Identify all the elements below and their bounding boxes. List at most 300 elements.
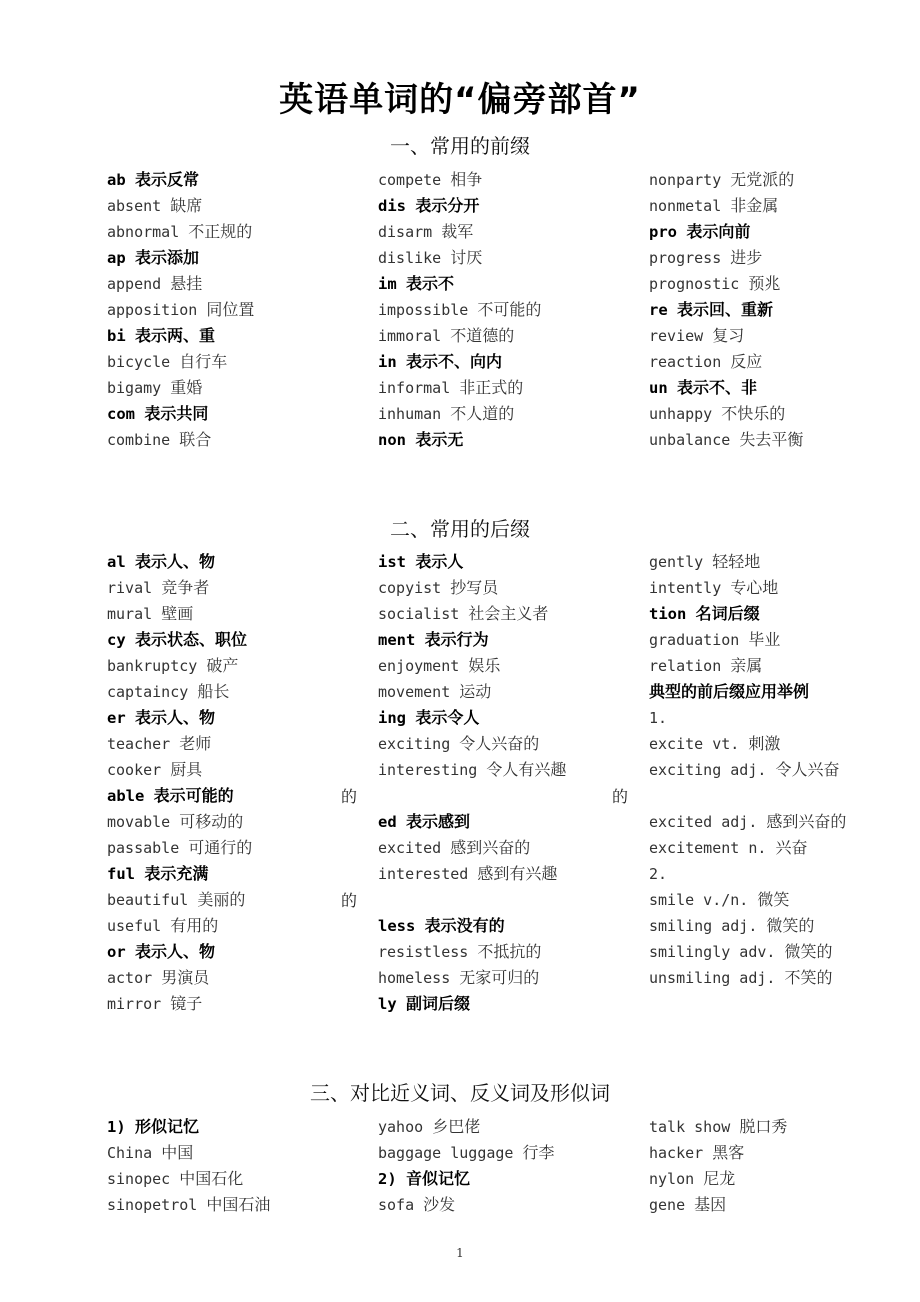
word-entry xyxy=(649,1192,919,1218)
chinese-meaning: 表示共同 xyxy=(144,404,209,423)
english-word: absent xyxy=(107,197,162,215)
english-word: ment xyxy=(378,631,416,649)
affix-heading xyxy=(649,601,919,627)
word-entry xyxy=(649,1166,919,1192)
affix-heading xyxy=(649,679,919,705)
english-word: useful xyxy=(107,917,162,935)
english-word: ed xyxy=(378,813,397,831)
english-word: unhappy xyxy=(649,405,713,423)
english-word: inhuman xyxy=(378,405,442,423)
english-word: nonmetal xyxy=(649,197,722,215)
word-entry xyxy=(378,653,648,679)
chinese-meaning: 表示可能的 xyxy=(153,786,234,805)
chinese-meaning: 乡巴佬 xyxy=(432,1117,481,1136)
affix-heading xyxy=(107,245,377,271)
chinese-meaning: 典型的前后缀应用举例 xyxy=(649,682,810,701)
wrapped-char: 的 xyxy=(612,787,629,806)
english-word: un xyxy=(649,379,668,397)
chinese-meaning: 壁画 xyxy=(161,604,194,623)
english-word: beautiful xyxy=(107,891,189,909)
spacer xyxy=(649,783,919,809)
english-word: China xyxy=(107,1144,153,1162)
affix-heading xyxy=(378,427,648,453)
word-entry xyxy=(107,1140,377,1166)
english-word: enjoyment xyxy=(378,657,460,675)
word-entry xyxy=(107,1166,377,1192)
chinese-meaning: 微笑的 xyxy=(766,916,815,935)
word-entry xyxy=(649,653,919,679)
word-entry xyxy=(378,1140,648,1166)
affix-heading xyxy=(378,991,648,1017)
english-word: movement xyxy=(378,683,451,701)
english-word: gently xyxy=(649,553,704,571)
english-word: review xyxy=(649,327,704,345)
section-comparison-col-1 xyxy=(107,1114,377,1218)
chinese-meaning: 轻轻地 xyxy=(712,552,761,571)
english-word: ly xyxy=(378,995,397,1013)
affix-heading xyxy=(378,913,648,939)
section-suffixes-col-1 xyxy=(107,549,377,1017)
affix-heading xyxy=(378,627,648,653)
affix-heading xyxy=(107,167,377,193)
chinese-meaning: 厨具 xyxy=(170,760,203,779)
english-word: exciting adj. xyxy=(649,761,767,779)
word-entry xyxy=(107,297,377,323)
word-entry xyxy=(649,705,919,731)
word-entry xyxy=(107,913,377,939)
english-word: immoral xyxy=(378,327,442,345)
english-word: cooker xyxy=(107,761,162,779)
chinese-meaning: 复习 xyxy=(712,326,745,345)
spacer xyxy=(378,887,648,913)
english-word: graduation xyxy=(649,631,740,649)
english-word: abnormal xyxy=(107,223,180,241)
english-word: dislike xyxy=(378,249,442,267)
chinese-meaning: 联合 xyxy=(179,430,212,449)
wrapped-char: 的 xyxy=(341,891,358,910)
word-entry xyxy=(107,271,377,297)
english-word: nonparty xyxy=(649,171,722,189)
english-word: able xyxy=(107,787,145,805)
affix-heading xyxy=(649,297,919,323)
english-word: re xyxy=(649,301,668,319)
affix-heading xyxy=(649,219,919,245)
chinese-meaning: 沙发 xyxy=(423,1195,456,1214)
section-suffixes-col-2 xyxy=(378,549,648,1017)
english-word: ful xyxy=(107,865,135,883)
chinese-meaning: 缺席 xyxy=(170,196,203,215)
english-word: sinopec xyxy=(107,1170,171,1188)
english-word: 1) xyxy=(107,1118,126,1136)
word-entry xyxy=(378,757,648,783)
chinese-meaning: 讨厌 xyxy=(450,248,483,267)
word-entry xyxy=(378,375,648,401)
english-word: excited xyxy=(378,839,442,857)
word-entry xyxy=(649,167,919,193)
chinese-meaning: 表示充满 xyxy=(144,864,209,883)
english-word: gene xyxy=(649,1196,686,1214)
chinese-meaning: 表示反常 xyxy=(135,170,200,189)
chinese-meaning: 非正式的 xyxy=(459,378,524,397)
chinese-meaning: 老师 xyxy=(179,734,212,753)
chinese-meaning: 自行车 xyxy=(179,352,228,371)
word-entry xyxy=(649,401,919,427)
chinese-meaning: 令人有兴趣 xyxy=(486,760,567,779)
wrapped-char: 的 xyxy=(341,787,358,806)
english-word: combine xyxy=(107,431,171,449)
english-word: apposition xyxy=(107,301,198,319)
english-word: less xyxy=(378,917,416,935)
english-word: sinopetrol xyxy=(107,1196,198,1214)
word-entry xyxy=(649,861,919,887)
chinese-meaning: 不快乐的 xyxy=(721,404,786,423)
word-entry xyxy=(649,323,919,349)
english-word: talk show xyxy=(649,1118,731,1136)
chinese-meaning: 表示没有的 xyxy=(424,916,505,935)
word-entry xyxy=(107,219,377,245)
word-entry xyxy=(378,1192,648,1218)
word-entry xyxy=(107,575,377,601)
affix-heading xyxy=(378,705,648,731)
english-word: sofa xyxy=(378,1196,415,1214)
affix-heading xyxy=(107,627,377,653)
chinese-meaning: 中国 xyxy=(161,1143,194,1162)
english-word: teacher xyxy=(107,735,171,753)
english-word: informal xyxy=(378,379,451,397)
section-suffixes-heading: 二、常用的后缀 xyxy=(390,517,530,541)
chinese-meaning: 预兆 xyxy=(748,274,781,293)
section-comparison-col-2 xyxy=(378,1114,648,1218)
chinese-meaning: 有用的 xyxy=(170,916,219,935)
word-entry xyxy=(378,965,648,991)
english-word: excitement n. xyxy=(649,839,767,857)
english-word: 1. xyxy=(649,709,668,727)
chinese-meaning: 不道德的 xyxy=(450,326,515,345)
chinese-meaning: 表示人、物 xyxy=(135,708,216,727)
chinese-meaning: 脱口秀 xyxy=(739,1117,788,1136)
chinese-meaning: 不抵抗的 xyxy=(477,942,542,961)
english-word: cy xyxy=(107,631,126,649)
chinese-meaning: 镜子 xyxy=(170,994,203,1013)
english-word: in xyxy=(378,353,397,371)
affix-heading xyxy=(107,861,377,887)
word-entry xyxy=(107,427,377,453)
english-word: dis xyxy=(378,197,406,215)
word-entry xyxy=(107,193,377,219)
word-entry xyxy=(649,575,919,601)
chinese-meaning: 进步 xyxy=(730,248,763,267)
word-entry xyxy=(649,757,919,783)
chinese-meaning: 表示人 xyxy=(415,552,464,571)
word-entry xyxy=(378,401,648,427)
word-entry xyxy=(378,1114,648,1140)
word-entry xyxy=(378,245,648,271)
chinese-meaning: 表示令人 xyxy=(415,708,480,727)
affix-heading xyxy=(649,375,919,401)
section-prefixes-heading: 一、常用的前缀 xyxy=(390,134,530,158)
english-word: intently xyxy=(649,579,722,597)
english-word: smiling adj. xyxy=(649,917,758,935)
section-prefixes-col-2 xyxy=(378,167,648,453)
chinese-meaning: 微笑的 xyxy=(784,942,833,961)
chinese-meaning: 可移动的 xyxy=(179,812,244,831)
chinese-meaning: 感到兴奋的 xyxy=(450,838,531,857)
word-entry xyxy=(378,731,648,757)
english-word: smilingly adv. xyxy=(649,943,776,961)
chinese-meaning: 音似记忆 xyxy=(406,1169,471,1188)
chinese-meaning: 无党派的 xyxy=(730,170,795,189)
english-word: compete xyxy=(378,171,442,189)
english-word: im xyxy=(378,275,397,293)
section-prefixes-col-1 xyxy=(107,167,377,453)
english-word: baggage luggage xyxy=(378,1144,514,1162)
english-word: or xyxy=(107,943,126,961)
english-word: relation xyxy=(649,657,722,675)
section-comparison-col-3 xyxy=(649,1114,919,1218)
word-entry xyxy=(378,835,648,861)
word-entry xyxy=(649,549,919,575)
word-entry xyxy=(107,1192,377,1218)
chinese-meaning: 不笑的 xyxy=(784,968,833,987)
chinese-meaning: 相争 xyxy=(450,170,483,189)
word-entry xyxy=(649,939,919,965)
english-word: excite vt. xyxy=(649,735,740,753)
english-word: 2. xyxy=(649,865,668,883)
chinese-meaning: 中国石油 xyxy=(206,1195,271,1214)
chinese-meaning: 表示回、重新 xyxy=(677,300,774,319)
word-entry xyxy=(649,245,919,271)
word-entry xyxy=(378,219,648,245)
english-word: exciting xyxy=(378,735,451,753)
word-entry xyxy=(107,809,377,835)
english-word: unbalance xyxy=(649,431,731,449)
affix-heading xyxy=(107,783,377,809)
chinese-meaning: 表示不 xyxy=(406,274,455,293)
chinese-meaning: 表示人、物 xyxy=(135,942,216,961)
english-word: ist xyxy=(378,553,406,571)
chinese-meaning: 中国石化 xyxy=(179,1169,244,1188)
section-suffixes-col-3 xyxy=(649,549,919,991)
word-entry xyxy=(649,427,919,453)
chinese-meaning: 船长 xyxy=(197,682,230,701)
chinese-meaning: 不人道的 xyxy=(450,404,515,423)
chinese-meaning: 无家可归的 xyxy=(459,968,540,987)
word-entry xyxy=(107,731,377,757)
word-entry xyxy=(649,887,919,913)
word-entry xyxy=(649,965,919,991)
word-entry xyxy=(649,1114,919,1140)
spacer xyxy=(378,783,648,809)
chinese-meaning: 表示向前 xyxy=(686,222,751,241)
english-word: prognostic xyxy=(649,275,740,293)
english-word: bi xyxy=(107,327,126,345)
english-word: interesting xyxy=(378,761,478,779)
chinese-meaning: 亲属 xyxy=(730,656,763,675)
chinese-meaning: 裁军 xyxy=(441,222,474,241)
english-word: disarm xyxy=(378,223,433,241)
word-entry xyxy=(107,349,377,375)
word-entry xyxy=(378,575,648,601)
english-word: reaction xyxy=(649,353,722,371)
word-entry xyxy=(649,835,919,861)
affix-heading xyxy=(107,705,377,731)
chinese-meaning: 表示行为 xyxy=(424,630,489,649)
english-word: non xyxy=(378,431,406,449)
chinese-meaning: 表示感到 xyxy=(406,812,471,831)
chinese-meaning: 刺激 xyxy=(748,734,781,753)
chinese-meaning: 微笑 xyxy=(757,890,790,909)
chinese-meaning: 黑客 xyxy=(712,1143,745,1162)
chinese-meaning: 运动 xyxy=(459,682,492,701)
chinese-meaning: 社会主义者 xyxy=(468,604,549,623)
chinese-meaning: 兴奋 xyxy=(775,838,808,857)
english-word: bankruptcy xyxy=(107,657,198,675)
word-entry xyxy=(649,731,919,757)
english-word: passable xyxy=(107,839,180,857)
word-entry xyxy=(378,601,648,627)
english-word: bicycle xyxy=(107,353,171,371)
english-word: socialist xyxy=(378,605,460,623)
chinese-meaning: 男演员 xyxy=(161,968,210,987)
chinese-meaning: 竞争者 xyxy=(161,578,210,597)
word-entry xyxy=(378,679,648,705)
english-word: 2) xyxy=(378,1170,397,1188)
english-word: ab xyxy=(107,171,126,189)
chinese-meaning: 同位置 xyxy=(206,300,255,319)
chinese-meaning: 感到有兴趣 xyxy=(477,864,558,883)
english-word: tion xyxy=(649,605,687,623)
chinese-meaning: 令人兴奋的 xyxy=(459,734,540,753)
chinese-meaning: 副词后缀 xyxy=(406,994,471,1013)
word-entry xyxy=(107,653,377,679)
chinese-meaning: 不可能的 xyxy=(477,300,542,319)
english-word: smile v./n. xyxy=(649,891,749,909)
chinese-meaning: 反应 xyxy=(730,352,763,371)
affix-heading xyxy=(107,1114,377,1140)
chinese-meaning: 破产 xyxy=(206,656,239,675)
word-entry xyxy=(107,991,377,1017)
chinese-meaning: 抄写员 xyxy=(450,578,499,597)
english-word: homeless xyxy=(378,969,451,987)
english-word: copyist xyxy=(378,579,442,597)
chinese-meaning: 不正规的 xyxy=(188,222,253,241)
english-word: resistless xyxy=(378,943,469,961)
word-entry xyxy=(649,1140,919,1166)
chinese-meaning: 行李 xyxy=(522,1143,555,1162)
affix-heading xyxy=(378,809,648,835)
english-word: interested xyxy=(378,865,469,883)
english-word: hacker xyxy=(649,1144,704,1162)
affix-heading xyxy=(107,401,377,427)
chinese-meaning: 表示不、向内 xyxy=(406,352,503,371)
chinese-meaning: 专心地 xyxy=(730,578,779,597)
word-entry xyxy=(378,297,648,323)
chinese-meaning: 感到兴奋的 xyxy=(766,812,847,831)
word-entry xyxy=(378,939,648,965)
english-word: nylon xyxy=(649,1170,695,1188)
chinese-meaning: 表示分开 xyxy=(415,196,480,215)
chinese-meaning: 基因 xyxy=(694,1195,727,1214)
chinese-meaning: 表示人、物 xyxy=(135,552,216,571)
affix-heading xyxy=(107,549,377,575)
chinese-meaning: 非金属 xyxy=(730,196,779,215)
word-entry xyxy=(649,627,919,653)
english-word: mirror xyxy=(107,995,162,1013)
english-word: actor xyxy=(107,969,153,987)
english-word: com xyxy=(107,405,135,423)
section-prefixes-col-3 xyxy=(649,167,919,453)
english-word: captaincy xyxy=(107,683,189,701)
word-entry xyxy=(107,887,377,913)
word-entry xyxy=(649,913,919,939)
chinese-meaning: 形似记忆 xyxy=(135,1117,200,1136)
word-entry xyxy=(107,601,377,627)
english-word: ing xyxy=(378,709,406,727)
chinese-meaning: 可通行的 xyxy=(188,838,253,857)
chinese-meaning: 毕业 xyxy=(748,630,781,649)
chinese-meaning: 表示状态、职位 xyxy=(135,630,248,649)
english-word: er xyxy=(107,709,126,727)
english-word: al xyxy=(107,553,126,571)
affix-heading xyxy=(378,271,648,297)
english-word: ap xyxy=(107,249,126,267)
english-word: rival xyxy=(107,579,153,597)
affix-heading xyxy=(107,939,377,965)
english-word: yahoo xyxy=(378,1118,424,1136)
word-entry xyxy=(107,679,377,705)
page-number: 1 xyxy=(456,1246,464,1260)
word-entry xyxy=(378,323,648,349)
english-word: progress xyxy=(649,249,722,267)
word-entry xyxy=(378,167,648,193)
affix-heading xyxy=(378,349,648,375)
english-word: bigamy xyxy=(107,379,162,397)
chinese-meaning: 令人兴奋 xyxy=(775,760,840,779)
chinese-meaning: 娱乐 xyxy=(468,656,501,675)
word-entry xyxy=(107,965,377,991)
chinese-meaning: 尼龙 xyxy=(703,1169,736,1188)
word-entry xyxy=(378,861,648,887)
chinese-meaning: 表示不、非 xyxy=(677,378,758,397)
english-word: impossible xyxy=(378,301,469,319)
word-entry xyxy=(649,809,919,835)
chinese-meaning: 美丽的 xyxy=(197,890,246,909)
affix-heading xyxy=(378,193,648,219)
section-comparison-heading: 三、对比近义词、反义词及形似词 xyxy=(310,1081,610,1105)
word-entry xyxy=(107,375,377,401)
chinese-meaning: 表示无 xyxy=(415,430,464,449)
document-title: 英语单词的“偏旁部首” xyxy=(279,80,641,120)
affix-heading xyxy=(378,549,648,575)
chinese-meaning: 名词后缀 xyxy=(695,604,760,623)
english-word: pro xyxy=(649,223,677,241)
chinese-meaning: 表示两、重 xyxy=(135,326,216,345)
word-entry xyxy=(107,835,377,861)
english-word: movable xyxy=(107,813,171,831)
word-entry xyxy=(649,193,919,219)
chinese-meaning: 重婚 xyxy=(170,378,203,397)
english-word: mural xyxy=(107,605,153,623)
affix-heading xyxy=(107,323,377,349)
word-entry xyxy=(649,349,919,375)
chinese-meaning: 表示添加 xyxy=(135,248,200,267)
chinese-meaning: 悬挂 xyxy=(170,274,203,293)
word-entry xyxy=(107,757,377,783)
word-entry xyxy=(649,271,919,297)
chinese-meaning: 失去平衡 xyxy=(739,430,804,449)
english-word: excited adj. xyxy=(649,813,758,831)
affix-heading xyxy=(378,1166,648,1192)
